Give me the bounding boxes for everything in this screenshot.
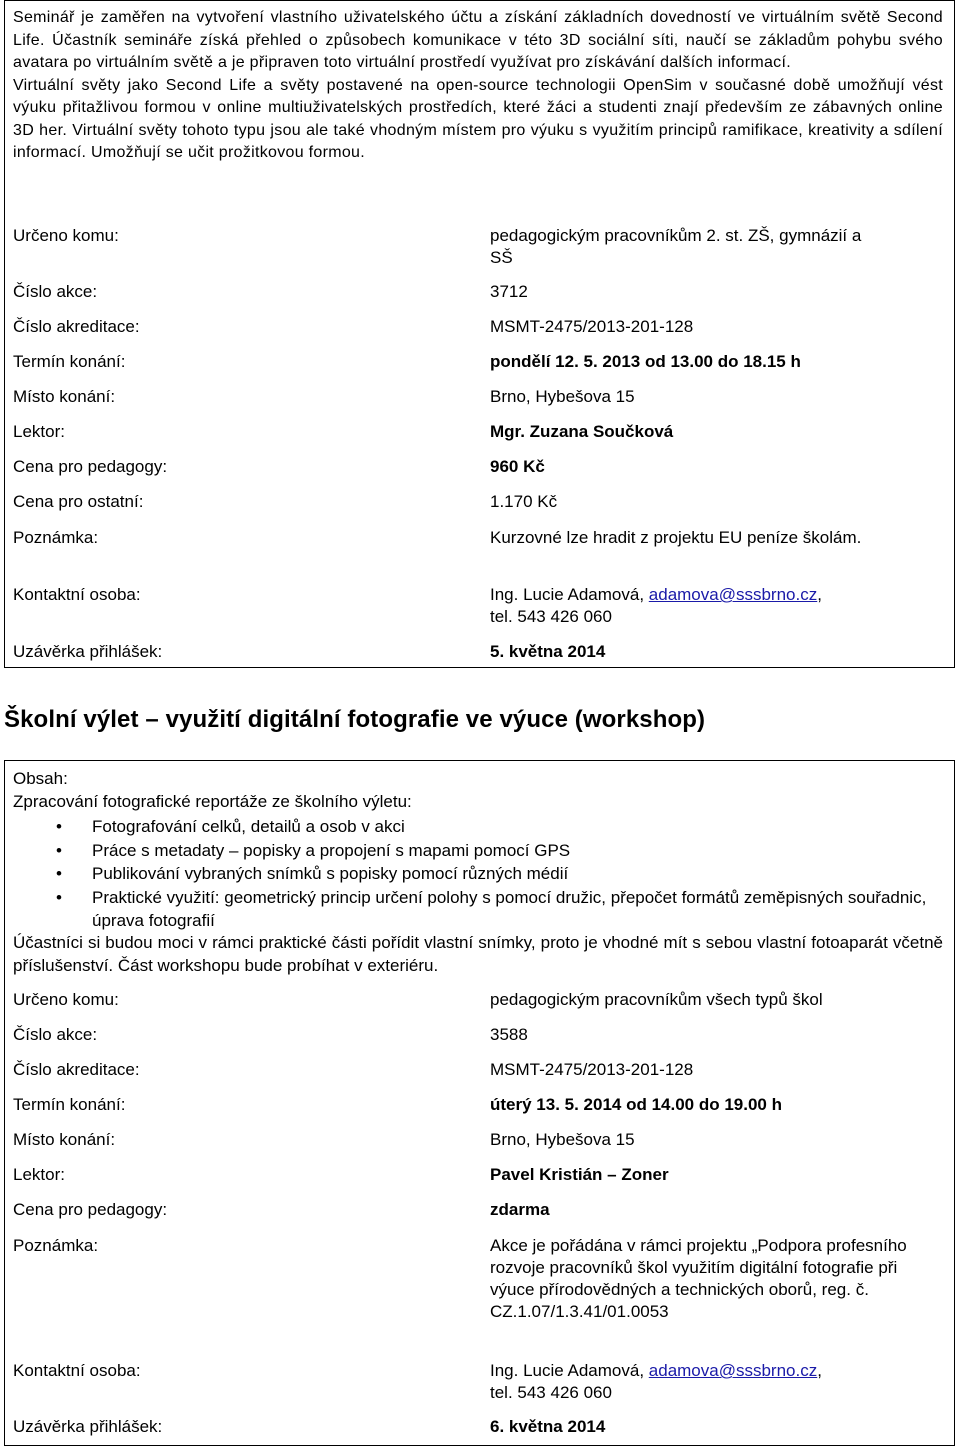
price-teachers-value: zdarma [490, 1200, 550, 1219]
target-value: pedagogickým pracovníkům 2. st. ZŠ, gymnázií a SŠ [490, 226, 862, 267]
accreditation-label: Číslo akreditace: [13, 317, 140, 336]
accreditation-value: MSMT-2475/2013-201-128 [490, 1060, 694, 1079]
price-teachers-label: Cena pro pedagogy: [13, 1200, 168, 1219]
date-value: pondělí 12. 5. 2013 od 13.00 do 18.15 h [490, 352, 801, 371]
target-value: pedagogickým pracovníkům všech typů škol [490, 990, 823, 1009]
contact-separator: , [817, 1361, 822, 1380]
date-value: úterý 13. 5. 2014 od 14.00 do 19.00 h [490, 1095, 782, 1114]
action-number-label: Číslo akce: [13, 1025, 98, 1044]
bullet-icon: • [56, 887, 62, 907]
deadline-label: Uzávěrka přihlášek: [13, 642, 163, 661]
course-1-paragraph-1: Seminář je zaměřen na vytvoření vlastního uživatelského účtu a získání základních dovedností ve virtuálním světě Second Life. Účastník semináře získá přehled o způsobech komunikace v této 3D sociální síti, naučí se základům pohybu svého avatara po virtuálním světě a je připraven toto virtuální prostředí využívat pro získávání dalších informací. [13, 9, 943, 71]
content-outro: Účastníci si budou moci v rámci praktické části pořídit vlastní snímky, proto je vhodné mít s sebou vlastní fotoaparát včetně příslušenství. Část workshopu bude probíhat v exteriéru. [13, 933, 943, 975]
list-item: • Práce s metadaty – popisky a propojení s mapami pomocí GPS [13, 839, 948, 863]
content-bullet-list [13, 815, 948, 933]
date-label: Termín konání: [13, 352, 126, 371]
bullet-icon: • [56, 817, 62, 836]
contact-email-link[interactable]: adamova@sssbrno.cz [648, 1361, 818, 1380]
list-item: • Publikování vybraných snímků s popisky pomocí různých médií [13, 862, 948, 886]
contact-phone: tel. 543 426 060 [490, 607, 612, 626]
lecturer-label: Lektor: [13, 422, 65, 441]
price-teachers-label: Cena pro pedagogy: [13, 457, 168, 476]
price-others-label: Cena pro ostatní: [13, 492, 144, 511]
contact-phone: tel. 543 426 060 [490, 1383, 612, 1402]
accreditation-value: MSMT-2475/2013-201-128 [490, 317, 694, 336]
course-1-description [13, 7, 943, 165]
contact-separator: , [817, 585, 822, 604]
course-2-title: Školní výlet – využití digitální fotografie ve výuce (workshop) [4, 706, 706, 733]
content-intro: Zpracování fotografické reportáže ze školního výletu: [13, 792, 412, 811]
bullet-icon: • [56, 864, 62, 883]
place-label: Místo konání: [13, 1130, 116, 1149]
note-value: Kurzovné lze hradit z projektu EU peníze školám. [490, 528, 862, 547]
action-number-value: 3712 [490, 282, 528, 301]
contact-name: Ing. Lucie Adamová, [490, 585, 645, 604]
note-value: Akce je pořádána v rámci projektu „Podpora profesního rozvoje pracovníků škol využitím digitální fotografie při výuce přírodovědných a technických oborů, reg. č. CZ.1.07/1.3.41/01.0053 [490, 1236, 907, 1321]
contact-label: Kontaktní osoba: [13, 585, 141, 604]
place-value: Brno, Hybešova 15 [490, 1130, 635, 1149]
course-1-paragraph-2: Virtuální světy jako Second Life a světy postavené na open-source technologii OpenSim v současné době umožňují vést výuku přitažlivou formou v online multiuživatelských prostředích, které žáci a studenti znají především ze zábavných online 3D her. Virtuální světy tohoto typu jsou ale také vhodným místem pro výuku s využitím principů ramifikace, kreativity a sdílení informací. Umožňují se učit prožitkovou formou. [13, 76, 943, 161]
action-number-value: 3588 [490, 1025, 528, 1044]
contact-label: Kontaktní osoba: [13, 1361, 141, 1380]
lecturer-label: Lektor: [13, 1165, 65, 1184]
list-item: • Fotografování celků, detailů a osob v akci [13, 815, 948, 839]
contact-email-link[interactable]: adamova@sssbrno.cz [648, 585, 818, 604]
note-label: Poznámka: [13, 528, 99, 547]
content-label: Obsah: [13, 769, 68, 788]
price-others-value: 1.170 Kč [490, 492, 558, 511]
price-teachers-value: 960 Kč [490, 457, 545, 476]
action-number-label: Číslo akce: [13, 282, 98, 301]
contact-name: Ing. Lucie Adamová, [490, 1361, 645, 1380]
target-label: Určeno komu: [13, 226, 119, 245]
deadline-value: 6. května 2014 [490, 1417, 606, 1436]
date-label: Termín konání: [13, 1095, 126, 1114]
contact-value [490, 1360, 935, 1404]
lecturer-value: Pavel Kristián – Zoner [490, 1165, 669, 1184]
bullet-icon: • [56, 840, 62, 860]
deadline-label: Uzávěrka přihlášek: [13, 1417, 163, 1436]
deadline-value: 5. května 2014 [490, 642, 606, 661]
place-label: Místo konání: [13, 387, 116, 406]
note-label: Poznámka: [13, 1236, 99, 1255]
place-value: Brno, Hybešova 15 [490, 387, 635, 406]
list-item: • Praktické využití: geometrický princip určení polohy s pomocí družic, přepočet formátů zeměpisných souřadnic, úprava fotografií [56, 887, 927, 930]
accreditation-label: Číslo akreditace: [13, 1060, 140, 1079]
lecturer-value: Mgr. Zuzana Součková [490, 422, 674, 441]
contact-value [490, 584, 935, 628]
target-label: Určeno komu: [13, 990, 119, 1009]
